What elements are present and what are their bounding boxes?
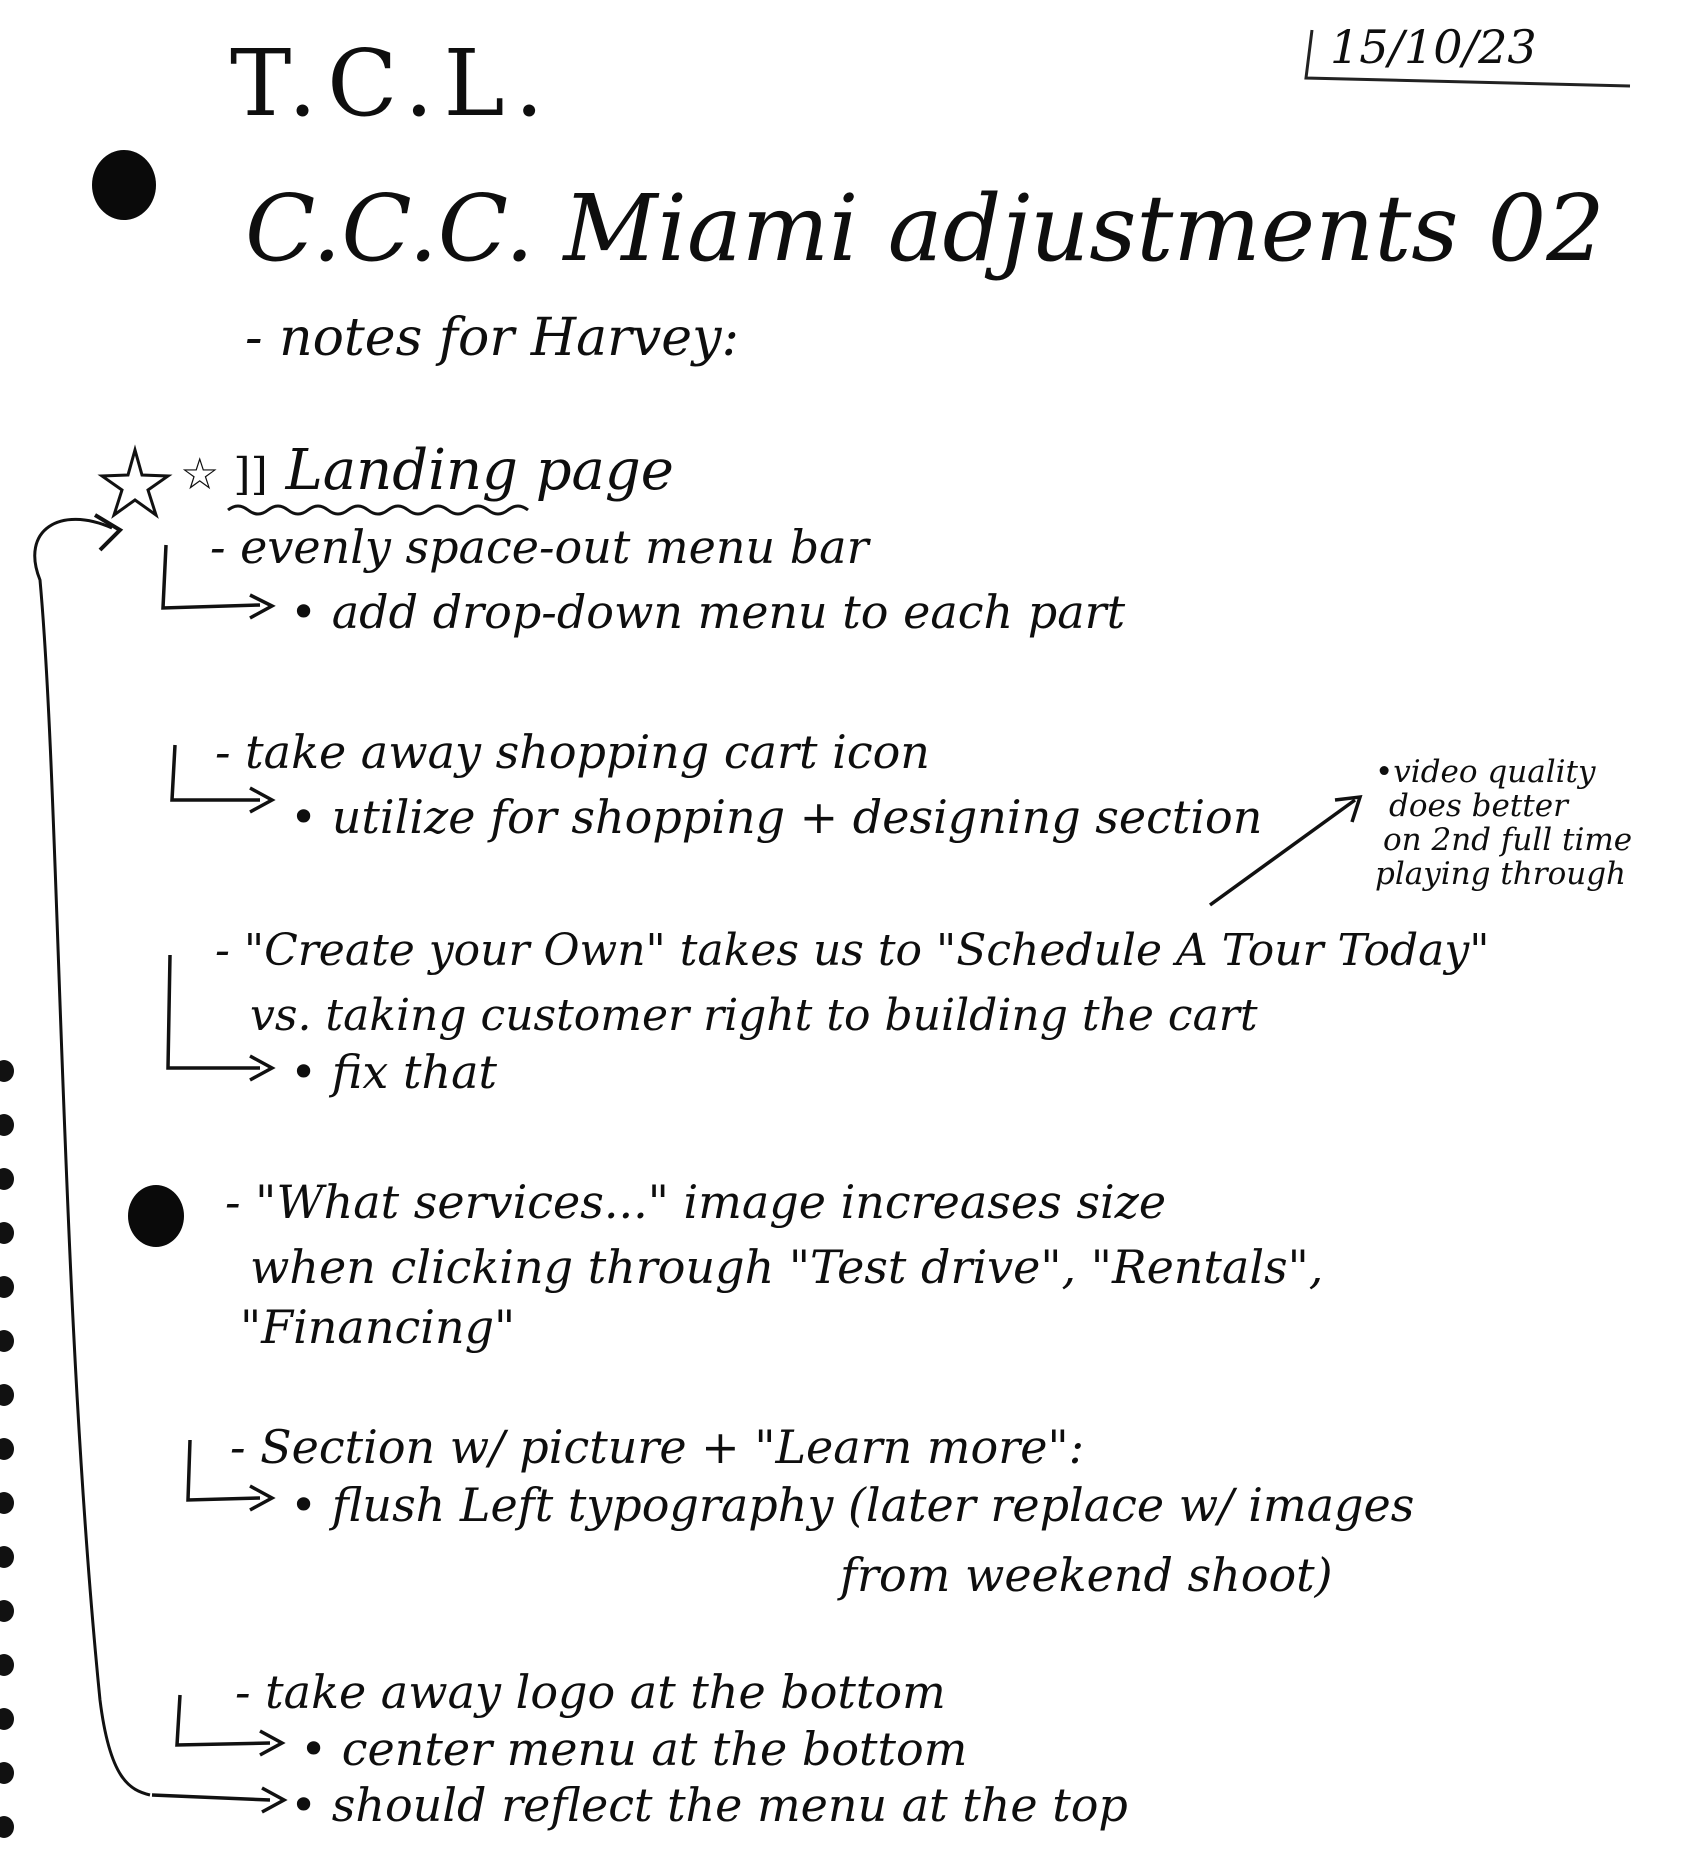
punch-hole-middle [128, 1185, 184, 1247]
side-note-line-2: does better [1389, 788, 1568, 824]
note-subitem-2a: • utilize for shopping + designing section [290, 790, 1263, 844]
date-stamp: 15/10/23 [1330, 20, 1537, 74]
spiral-ring [0, 1114, 14, 1136]
side-note-line-3: on 2nd full time [1383, 822, 1633, 858]
note-subitem-6b: • should reflect the menu at the top [290, 1778, 1128, 1832]
spiral-ring [0, 1600, 14, 1622]
note-subitem-6a: • center menu at the bottom [300, 1722, 968, 1776]
note-item-3-cont: vs. taking customer right to building the cart [250, 990, 1258, 1041]
spiral-ring [0, 1060, 14, 1082]
star-mark [102, 450, 168, 515]
section-title [180, 438, 674, 503]
note-subitem-5b: from weekend shoot) [840, 1548, 1333, 1602]
left-margin-bracket [35, 519, 150, 1795]
notebook-title: T.C.L. [230, 30, 554, 137]
spiral-ring [0, 1438, 14, 1460]
spiral-ring [0, 1762, 14, 1784]
note-subitem-3a: • fix that [290, 1045, 498, 1099]
note-item-4-cont: when clicking through "Test drive", "Rentals", [250, 1240, 1324, 1294]
spiral-ring [0, 1222, 14, 1244]
side-note-line-4: playing through [1375, 856, 1627, 892]
note-item-3: - "Create your Own" takes us to "Schedule A Tour Today" [215, 925, 1490, 976]
spiral-ring [0, 1708, 14, 1730]
spiral-ring [0, 1276, 14, 1298]
spiral-ring [0, 1546, 14, 1568]
side-note [1375, 755, 1632, 891]
note-subitem-5a: • flush Left typography (later replace w/ images [290, 1478, 1415, 1532]
section-marker: ☆ ]] [180, 449, 268, 500]
page-subheading: - notes for Harvey: [245, 308, 739, 368]
spiral-ring [0, 1168, 14, 1190]
spiral-ring [0, 1330, 14, 1352]
note-item-2: - take away shopping cart icon [215, 725, 930, 779]
note-item-4-cont2: "Financing" [240, 1300, 516, 1354]
spiral-ring [0, 1816, 14, 1838]
page-heading: C.C.C. Miami adjustments 02 [245, 175, 1605, 282]
section-title-text: Landing page [285, 438, 674, 503]
note-item-6: - take away logo at the bottom [235, 1665, 946, 1719]
spiral-ring [0, 1654, 14, 1676]
punch-hole-top [92, 150, 156, 220]
note-item-4: - "What services..." image increases size [225, 1175, 1167, 1229]
spiral-ring [0, 1492, 14, 1514]
note-subitem-1a: • add drop-down menu to each part [290, 585, 1126, 639]
note-item-1: - evenly space-out menu bar [210, 520, 869, 574]
left-margin-arrowhead [95, 515, 120, 550]
landing-underline [228, 506, 528, 514]
side-note-line-1: •video quality [1375, 754, 1596, 790]
note-item-5: - Section w/ picture + "Learn more": [230, 1420, 1085, 1474]
spiral-ring [0, 1384, 14, 1406]
